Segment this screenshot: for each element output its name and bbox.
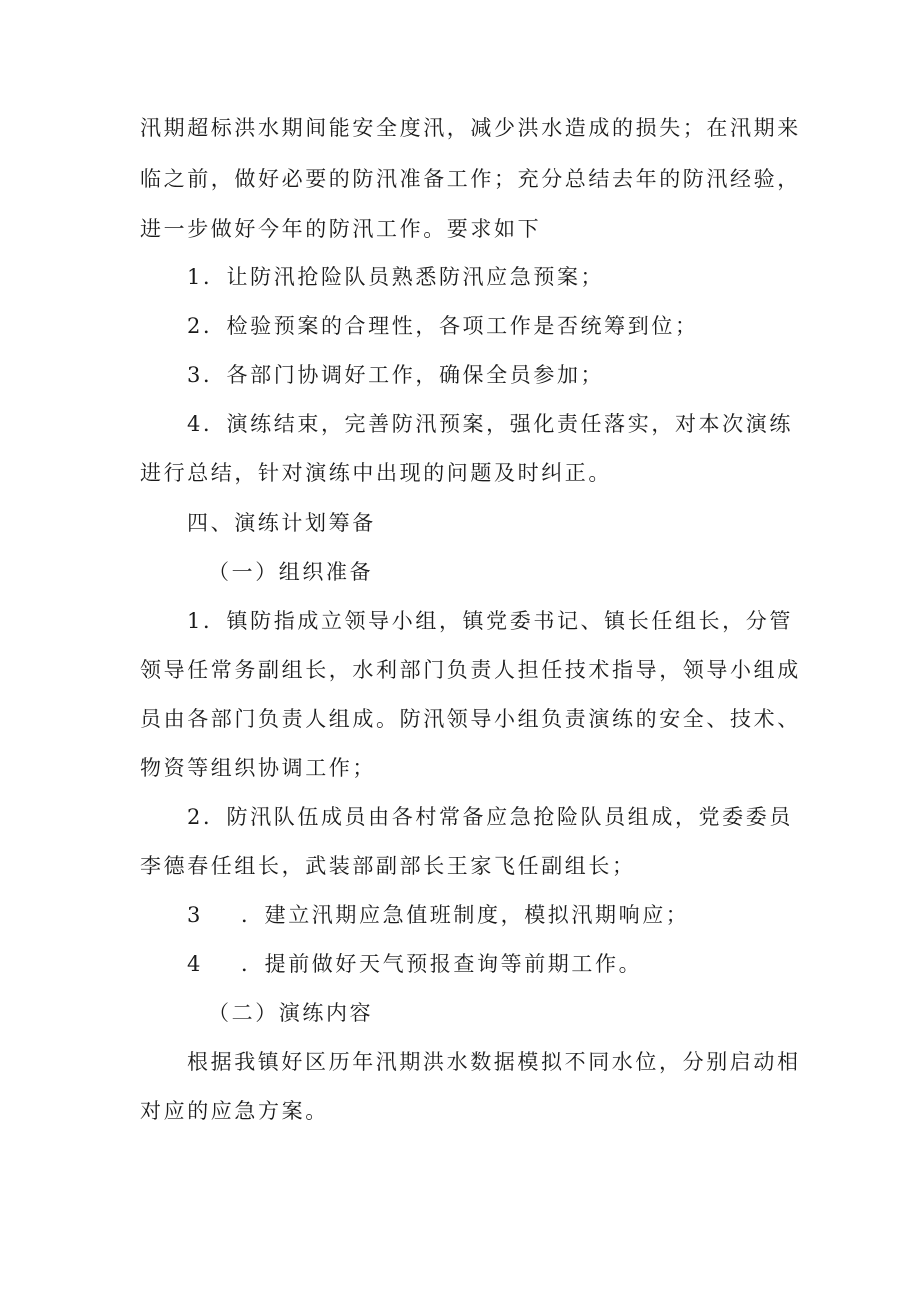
list-item-3 bbox=[187, 900, 689, 930]
paragraph-line: 对应的应急方案。 bbox=[140, 1099, 329, 1123]
paragraph-line: 汛期超标洪水期间能安全度汛，减少洪水造成的损失；在汛期来 bbox=[140, 116, 801, 140]
list-item-4 bbox=[187, 949, 642, 979]
list-text: ．提前做好天气预报查询等前期工作。 bbox=[241, 952, 643, 976]
list-number: 3 bbox=[187, 903, 203, 927]
subsection-heading: （一）组织准备 bbox=[208, 560, 374, 584]
paragraph-line: 领导任常务副组长，水利部门负责人担任技术指导，领导小组成 bbox=[140, 658, 801, 682]
list-item-2: 2．检验预案的合理性，各项工作是否统筹到位； bbox=[187, 314, 699, 338]
section-heading: 四、演练计划筹备 bbox=[187, 511, 376, 535]
list-item-1: 1．让防汛抢险队员熟悉防汛应急预案； bbox=[187, 265, 605, 289]
paragraph-line: 李德春任组长，武装部副部长王家飞任副组长； bbox=[140, 854, 636, 878]
list-item-4: 4．演练结束，完善防汛预案，强化责任落实，对本次演练 bbox=[187, 412, 793, 436]
list-number: 4 bbox=[187, 952, 203, 976]
paragraph-line: 进一步做好今年的防汛工作。要求如下 bbox=[140, 217, 542, 241]
paragraph-line: 临之前，做好必要的防汛准备工作；充分总结去年的防汛经验， bbox=[140, 167, 801, 191]
paragraph-line: 员由各部门负责人组成。防汛领导小组负责演练的安全、技术、 bbox=[140, 707, 801, 731]
list-item-3: 3．各部门协调好工作，确保全员参加； bbox=[187, 363, 605, 387]
paragraph-line: 根据我镇好区历年汛期洪水数据模拟不同水位，分别启动相 bbox=[187, 1050, 801, 1074]
subsection-heading: （二）演练内容 bbox=[208, 1001, 374, 1025]
list-item-1: 1．镇防指成立领导小组，镇党委书记、镇长任组长，分管 bbox=[187, 609, 793, 633]
list-item-2: 2．防汛队伍成员由各村常备应急抢险队员组成，党委委员 bbox=[187, 805, 793, 829]
paragraph-line: 物资等组织协调工作； bbox=[140, 756, 376, 780]
paragraph-line: 进行总结，针对演练中出现的问题及时纠正。 bbox=[140, 461, 612, 485]
list-text: ．建立汛期应急值班制度，模拟汛期响应； bbox=[241, 903, 690, 927]
